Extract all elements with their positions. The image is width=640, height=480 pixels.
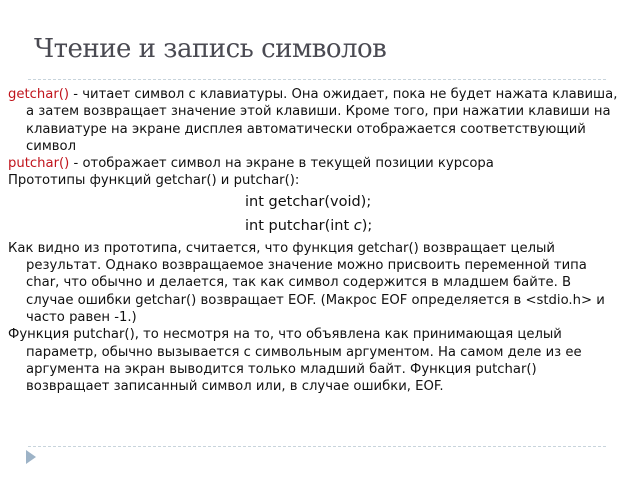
putchar-function-name: putchar() [8,156,70,172]
putchar-description [8,155,620,172]
getchar-function-name: getchar() [8,87,70,102]
prototype-getchar: int getchar(void); [245,193,372,210]
title-divider [28,79,606,80]
prototypes-intro: Прототипы функций getchar() и putchar(): [8,173,300,189]
slide-title: Чтение и запись символов [34,34,387,64]
prototype-putchar-prefix: int putchar(int [245,217,354,234]
putchar-description-text: - отображает символ на экране в текущей позиции курсора [69,156,494,172]
prototype-putchar-suffix: ); [361,217,373,234]
getchar-description [8,86,620,155]
slide-content [8,86,620,395]
prototype-putchar-param: c [353,217,362,234]
triangle-bullet-icon [26,450,36,464]
footer-divider [28,446,606,447]
putchar-detail-paragraph: Функция putchar(), то несмотря на то, что объявлена как принимающая целый параметр, обычно вызывается с символьным аргументом. На самом деле из ее аргумента на экран выводится только младший байт. Функция putchar() возвращает записанный символ или, в случае ошибки, EOF. [8,327,582,395]
getchar-description-text: - читает символ с клавиатуры. Она ожидает, пока не будет нажата клавиша, а затем возвращает значение этой клавиши. Кроме того, при нажатии клавиши на клавиатуре на экране дисплея автоматически отображается соответствующий символ [26,87,618,154]
getchar-detail-paragraph: Как видно из прототипа, считается, что функция getchar() возвращает целый результат. Однако возвращаемое значение можно присвоить переменной типа char, что обычно и делается, так как символ содержится в младшем байте. В случае ошибки getchar() возвращает EOF. (Макрос EOF определяется в <stdio.h> и часто равен -1.) [8,240,605,325]
prototype-putchar [8,216,620,237]
